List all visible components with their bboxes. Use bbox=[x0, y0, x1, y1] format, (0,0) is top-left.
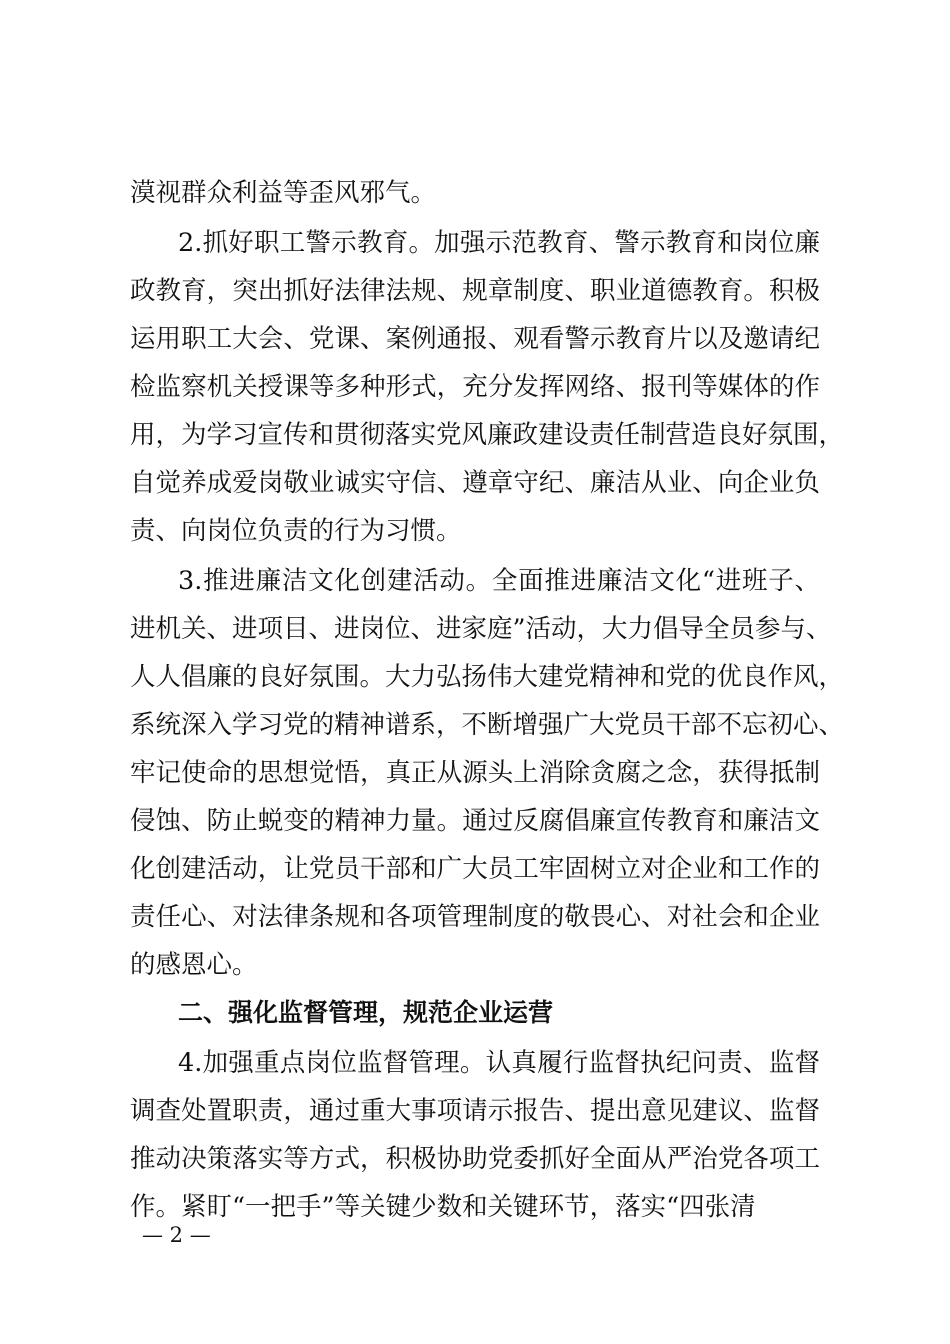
section-heading: 二、强化监督管理，规范企业运营 bbox=[178, 998, 554, 1027]
paragraph-line: 自觉养成爱岗敬业诚实守信、遵章守纪、廉洁从业、向企业负 bbox=[130, 468, 820, 498]
paragraph-line: 漠视群众利益等歪风邪气。 bbox=[130, 178, 437, 208]
paragraph-line: 推动决策落实等方式，积极协助党委抓好全面从严治党各项工 bbox=[130, 1144, 820, 1174]
paragraph-line: 系统深入学习党的精神谱系，不断增强广大党员干部不忘初心、 bbox=[130, 710, 845, 740]
paragraph-line: 人人倡廉的良好氛围。大力弘扬伟大建党精神和党的优良作风， bbox=[130, 662, 845, 692]
paragraph-line: 3.推进廉洁文化创建活动。全面推进廉洁文化“进班子、 bbox=[178, 566, 820, 596]
paragraph-line: 责、向岗位负责的行为习惯。 bbox=[130, 516, 462, 546]
page-number: — 2 — bbox=[142, 1223, 211, 1247]
paragraph-line: 4.加强重点岗位监督管理。认真履行监督执纪问责、监督 bbox=[178, 1048, 820, 1078]
paragraph-line: 责任心、对法律条规和各项管理制度的敬畏心、对社会和企业 bbox=[130, 902, 820, 932]
paragraph-line: 检监察机关授课等多种形式，充分发挥网络、报刊等媒体的作 bbox=[130, 372, 820, 402]
paragraph-line: 调查处置职责，通过重大事项请示报告、提出意见建议、监督 bbox=[130, 1096, 820, 1126]
paragraph-line: 的感恩心。 bbox=[130, 950, 258, 980]
paragraph-line: 政教育，突出抓好法律法规、规章制度、职业道德教育。积极 bbox=[130, 276, 820, 306]
paragraph-line: 运用职工大会、党课、案例通报、观看警示教育片以及邀请纪 bbox=[130, 324, 820, 354]
paragraph-line: 化创建活动，让党员干部和广大员工牢固树立对企业和工作的 bbox=[130, 854, 820, 884]
paragraph-line: 2.抓好职工警示教育。加强示范教育、警示教育和岗位廉 bbox=[178, 228, 820, 258]
paragraph-line: 作。紧盯“一把手”等关键少数和关键环节，落实“四张清 bbox=[130, 1192, 756, 1222]
paragraph-line: 牢记使命的思想觉悟，真正从源头上消除贪腐之念，获得抵制 bbox=[130, 758, 820, 788]
paragraph-line: 用，为学习宣传和贯彻落实党风廉政建设责任制营造良好氛围， bbox=[130, 420, 845, 450]
paragraph-line: 进机关、进项目、进岗位、进家庭”活动，大力倡导全员参与、 bbox=[130, 614, 832, 644]
paragraph-line: 侵蚀、防止蜕变的精神力量。通过反腐倡廉宣传教育和廉洁文 bbox=[130, 806, 820, 836]
